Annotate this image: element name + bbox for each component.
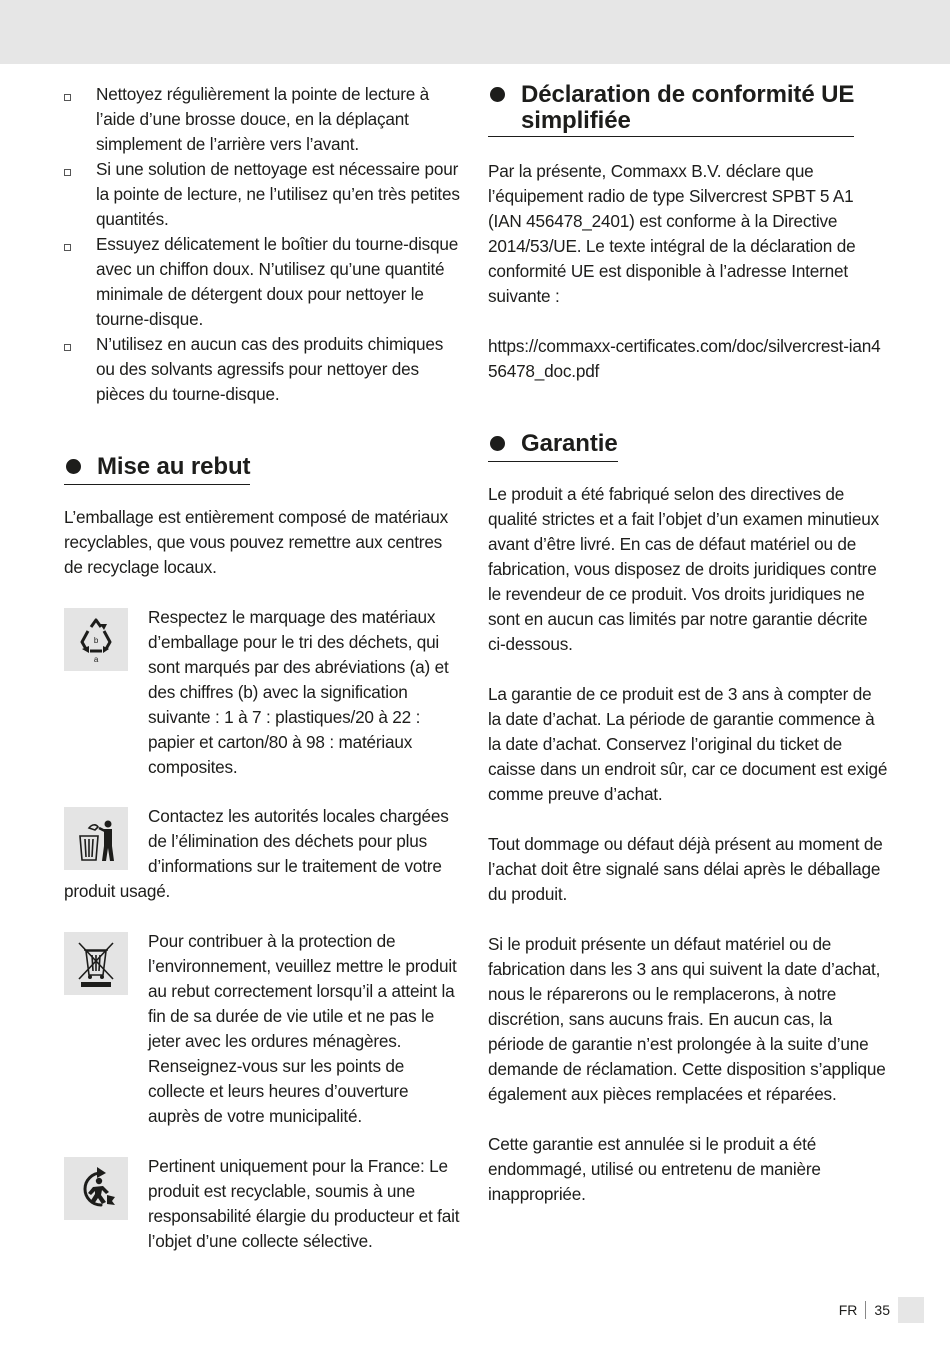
right-column — [488, 82, 888, 1207]
bin-text: Contactez les autorités locales chargées de l’élimination des déchets pour plus d’informations sur le traitement de votre produit usagé. — [64, 806, 449, 901]
left-column — [64, 82, 462, 1254]
heading-bullet-icon — [490, 87, 505, 102]
list-item — [64, 82, 462, 157]
conformity-text: Par la présente, Commaxx B.V. déclare que l’équipement radio de type Silvercrest SPBT 5 A1 (IAN 456478_2401) est conforme à la Directive 2014/53/UE. Le texte intégral de la déclaration de conformité UE est disponible à l’adresse Internet suivante : — [488, 161, 856, 306]
disposal-intro: L’emballage est entièrement composé de matériaux recyclables, que vous pouvez remettre aux centres de recyclage locaux. — [64, 507, 449, 577]
recycling-symbol-icon — [64, 608, 128, 671]
page-footer — [839, 1297, 924, 1323]
list-item-text: Nettoyez régulièrement la pointe de lecture à l’aide d’une brosse douce, en la déplaçant simplement de l’arrière vers l’avant. — [96, 84, 430, 154]
weee-text: Pour contribuer à la protection de l’environnement, veuillez mettre le produit au rebut correctement lorsqu’il a atteint la fin de sa durée de vie utile et ne pas le jeter avec les ordures ménagères. Renseignez-vous sur les points de collecte et leurs heures d’ouverture auprès de votre municipalité. — [148, 931, 457, 1126]
footer-tab-marker — [898, 1297, 924, 1323]
cleaning-list — [64, 82, 462, 407]
bin-section — [64, 804, 462, 904]
disposal-heading: Mise au rebut — [64, 454, 250, 485]
warranty-paragraph: La garantie de ce produit est de 3 ans à compter de la date d’achat. La période de garantie commence à la date d’achat. Conservez l’original du ticket de caisse dans un endroit sûr, car ce document est exigé comme preuve d’achat. — [488, 684, 888, 804]
warranty-paragraph: Si le produit présente un défaut matériel ou de fabrication dans les 3 ans qui suivent la date d’achat, nous le réparerons ou le remplacerons, à notre discrétion, sans aucuns frais. En aucun cas, la période de garantie n’est prolongée à la suite d’une demande de réclamation. Cette disposition s’applique également aux pièces remplacées et réparées. — [488, 934, 886, 1104]
warranty-paragraph: Tout dommage ou défaut déjà présent au moment de l’achat doit être signalé sans délai après le déballage du produit. — [488, 834, 883, 904]
svg-text:a: a — [93, 654, 99, 664]
heading-bullet-icon — [490, 436, 505, 451]
recycle-section — [64, 605, 462, 780]
language-code: FR — [838, 1302, 858, 1318]
heading-bullet-icon — [66, 459, 81, 474]
checkbox-bullet-icon — [64, 244, 71, 251]
warranty-paragraph: Cette garantie est annulée si le produit a été endommagé, utilisé ou entretenu de manière inappropriée. — [488, 1134, 821, 1204]
waste-bin-icon — [64, 807, 128, 870]
recycle-text: Respectez le marquage des matériaux d’emballage pour le tri des déchets, qui sont marqués par des abréviations (a) et des chiffres (b) avec la signification suivante : 1 à 7 : plastiques/20 à 22 : papier et carton/80 à 98 : matériaux composites. — [148, 607, 449, 777]
checkbox-bullet-icon — [64, 169, 71, 176]
triman-section — [64, 1154, 462, 1254]
triman-logo-icon — [64, 1157, 128, 1220]
list-item-text: Si une solution de nettoyage est nécessaire pour la pointe de lecture, ne l’utilisez qu’en très petites quantités. — [96, 159, 460, 229]
checkbox-bullet-icon — [64, 94, 71, 101]
conformity-url: https://commaxx-certificates.com/doc/silvercrest-ian456478_doc.pdf — [488, 336, 881, 381]
list-item — [64, 232, 462, 332]
conformity-heading: Déclaration de conformité UE simplifiée — [488, 82, 854, 137]
list-item — [64, 157, 462, 232]
triman-text: Pertinent uniquement pour la France: Le produit est recyclable, soumis à une responsabilité élargie du producteur et fait l’objet d’une collecte sélective. — [148, 1156, 460, 1251]
list-item-text: N’utilisez en aucun cas des produits chimiques ou des solvants agressifs pour nettoyer des pièces du tourne-disque. — [96, 334, 444, 404]
page-header-band — [0, 0, 950, 64]
page-number: 35 — [874, 1302, 890, 1318]
list-item-text: Essuyez délicatement le boîtier du tourne-disque avec un chiffon doux. N’utilisez qu’une quantité minimale de détergent doux pour nettoyer le tourne-disque. — [96, 234, 459, 329]
checkbox-bullet-icon — [64, 344, 71, 351]
warranty-heading: Garantie — [488, 431, 618, 462]
warranty-paragraph: Le produit a été fabriqué selon des directives de qualité strictes et a fait l’objet d’un examen minutieux avant d’être livré. En cas de défaut matériel ou de fabrication, vous disposez de droits juridiques contre le revendeur de ce produit. Vos droits juridiques ne sont en aucun cas limités par notre garantie décrite ci-dessous. — [488, 484, 880, 654]
list-item — [64, 332, 462, 407]
weee-section — [64, 929, 462, 1129]
svg-text:b: b — [93, 635, 99, 645]
crossed-bin-icon — [64, 932, 128, 995]
